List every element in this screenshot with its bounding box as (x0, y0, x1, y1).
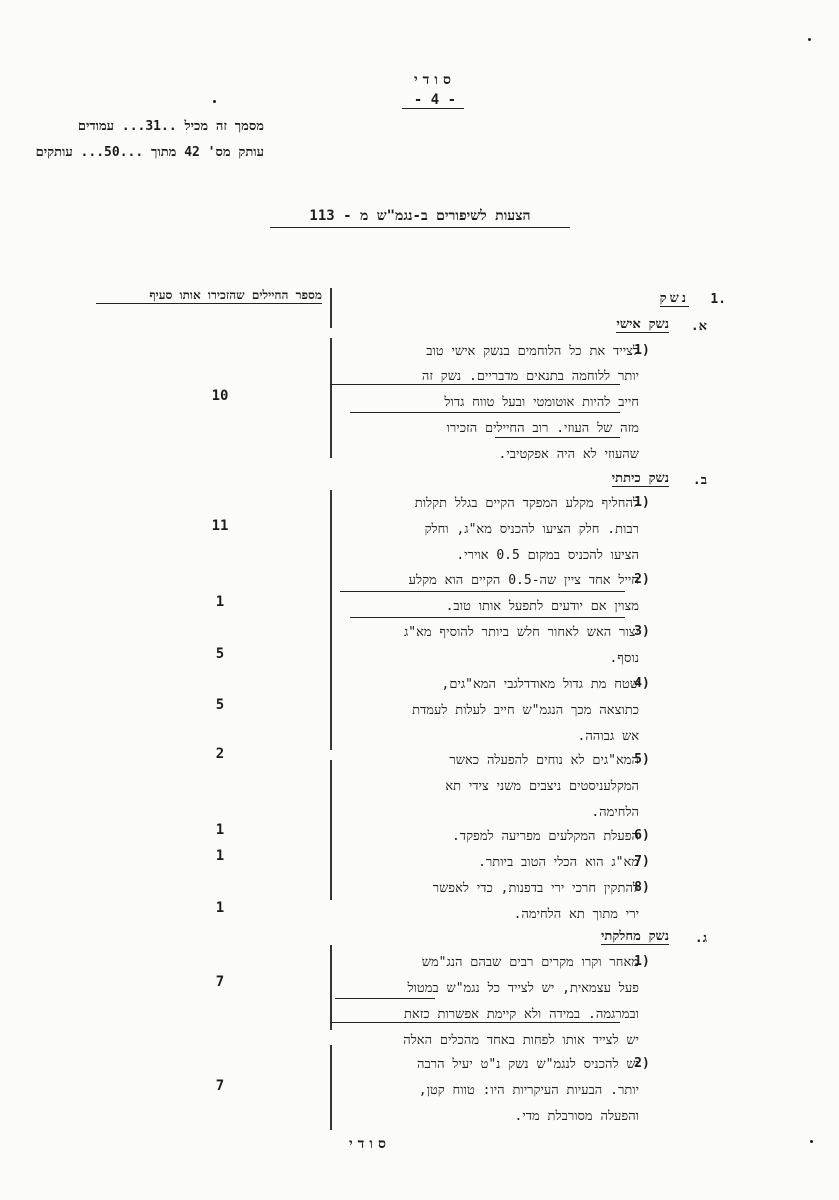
mention-count: 2 (215, 746, 225, 762)
copy-number-label: עותק מס' 42 מתוך ...50... עותקים (35, 145, 264, 160)
mention-count: 11 (211, 518, 229, 534)
item-text: מאחר וקרו מקרים רבים שבהם הנג"מש (421, 955, 639, 970)
item-number: 3) (634, 624, 650, 639)
item-number: 1) (634, 343, 650, 358)
pen-underline (350, 617, 625, 618)
item-text: אש גבוהה. (577, 729, 639, 744)
item-text: כתוצאה מכך הנגמ"ש חייב לעלות לעמדת (412, 703, 639, 718)
document-title: הצעות לשיפורים ב-נגמ"ש מ - 113 (270, 208, 570, 228)
item-number: 4) (634, 676, 650, 691)
column-divider (330, 945, 332, 1030)
subsection-label: נשק כיתתי (611, 471, 669, 486)
subsection-letter: ב. (692, 473, 707, 488)
item-text: חייל אחד ציין שה-0.5 הקיים הוא מקלע (408, 573, 639, 588)
item-number: 7) (634, 854, 650, 869)
item-text: שהעוזי לא היה אפקטיבי. (498, 447, 639, 462)
item-number: 1) (634, 495, 650, 510)
pen-underline (330, 1022, 620, 1023)
mention-count: 7 (215, 974, 225, 990)
column-divider (330, 338, 332, 458)
page-number-underline (402, 108, 464, 109)
item-text: מזה של העוזי. רוב החיילים הזכירו (446, 421, 639, 436)
column-divider (330, 288, 332, 328)
mention-count: 7 (215, 1078, 225, 1094)
page-number: - 4 - (413, 92, 457, 108)
pen-underline (335, 998, 435, 999)
item-text: מצוין אם יודעים לתפעל אותו טוב. (445, 599, 639, 614)
item-number: 2) (634, 572, 650, 587)
mention-count: 1 (215, 848, 225, 864)
column-divider (330, 760, 332, 900)
item-number: 8) (634, 880, 650, 895)
mention-count: 10 (211, 388, 229, 404)
item-text: המא"גים לא נוחים להפעלה כאשר (449, 753, 639, 768)
scan-speck (808, 38, 811, 41)
mention-count: 1 (215, 594, 225, 610)
item-text: הפעלת המקלעים מפריעה למפקד. (451, 829, 639, 844)
item-text: המקלעניסטים ניצבים משני צידי תא (445, 779, 639, 794)
count-column-header: מספר החיילים שהזכירו אותו סעיף (96, 288, 322, 304)
item-text: רבות. חלק הציעו להכניס מא"ג, וחלק (424, 522, 639, 537)
item-text: להתקין חרכי ירי בדפנות, כדי לאפשר (432, 881, 639, 896)
item-text: יותר. הבעיות העיקריות היו: טווח קטן, (418, 1083, 639, 1098)
item-text: יותר ללוחמה בתנאים מדבריים. נשק זה (421, 369, 639, 384)
mention-count: 5 (215, 646, 225, 662)
column-divider (330, 490, 332, 750)
item-text: הלחימה. (591, 805, 639, 820)
item-text: נוסף. (609, 651, 639, 666)
pen-underline (350, 412, 620, 413)
subsection-label: נשק מחלקתי (601, 929, 669, 944)
classification-header: סודי (414, 72, 456, 88)
item-text: ירי מתוך תא הלחימה. (513, 907, 639, 922)
pen-underline (495, 437, 620, 438)
pen-underline (330, 384, 620, 385)
section-label: נשק (659, 291, 689, 306)
section-number: 1. (710, 292, 726, 307)
subsection-letter: א. (690, 319, 707, 334)
item-text: הציעו להכניס במקום 0.5 אוירי. (456, 548, 639, 563)
item-text: והפעלה מסורבלת מדי. (514, 1109, 639, 1124)
item-text: מא"ג הוא הכלי הטוב ביותר. (478, 855, 639, 870)
item-number: 5) (634, 752, 650, 767)
scan-speck (810, 1140, 813, 1143)
item-text: ובמרגמה. במידה ולא קיימת אפשרות כזאת (403, 1007, 639, 1022)
mention-count: 1 (215, 900, 225, 916)
mention-count: 1 (215, 822, 225, 838)
pen-underline (340, 591, 625, 592)
doc-pages-label: מסמך זה מכיל ..31... עמודים (77, 119, 264, 134)
column-divider (330, 1045, 332, 1130)
item-text: לצייד את כל הלוחמים בנשק אישי טוב (426, 344, 639, 359)
item-text: יצור האש לאחור חלש ביותר להוסיף מא"ג (403, 625, 639, 640)
subsection-label: נשק אישי (616, 317, 669, 332)
item-text: פעל עצמאית, יש לצייד כל נגמ"ש במטול (407, 981, 639, 996)
item-text: יש להכניס לנגמ"ש נשק נ"ט יעיל הרבה (416, 1057, 639, 1072)
item-text: שטח מת גדול מאודדלגבי המא"גים, (441, 677, 639, 692)
mention-count: 5 (215, 697, 225, 713)
item-number: 1) (634, 954, 650, 969)
item-text: חייב להיות אוטומטי ובעל טווח גדול (444, 395, 639, 410)
item-number: 6) (634, 828, 650, 843)
item-text: להחליף מקלע המפקד הקיים בגלל תקלות (414, 496, 639, 511)
item-number: 2) (634, 1056, 650, 1071)
classification-footer: סודי (349, 1136, 391, 1152)
scan-speck (213, 100, 216, 103)
item-text: יש לצייד אותו לפחות באחד מהכלים האלה (403, 1033, 639, 1048)
subsection-letter: ג. (694, 931, 707, 946)
